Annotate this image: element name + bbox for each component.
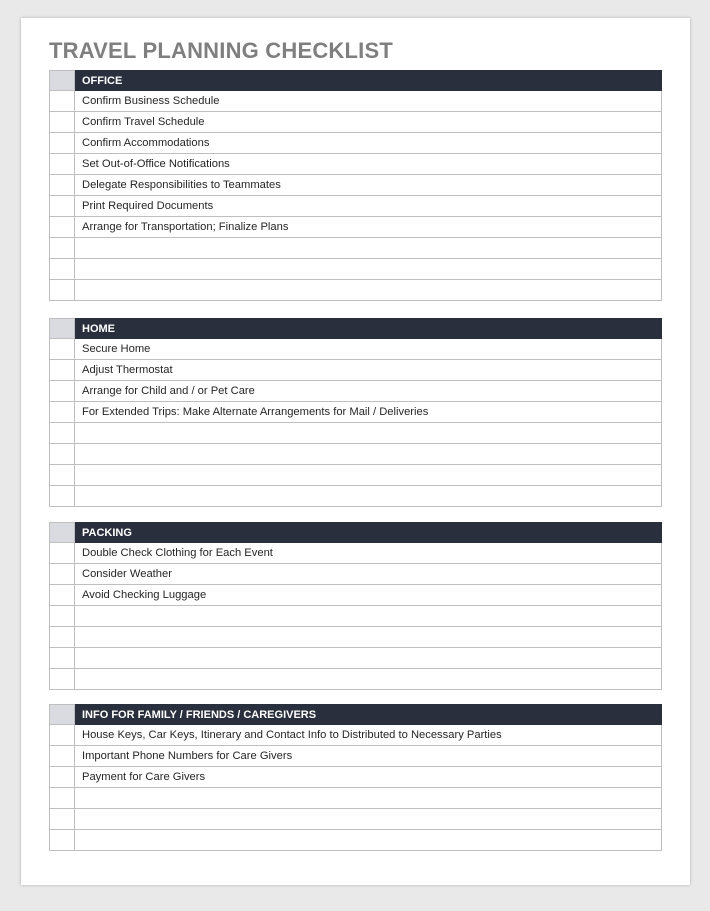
checkbox-cell[interactable] [50, 402, 75, 423]
checklist-item-text[interactable] [75, 280, 662, 301]
section-heading: OFFICE [75, 71, 662, 91]
checklist-item-text[interactable] [75, 423, 662, 444]
checklist-item-text[interactable]: Secure Home [75, 339, 662, 360]
checklist-row [50, 746, 662, 767]
section-home [49, 318, 662, 507]
checkbox-cell[interactable] [50, 746, 75, 767]
checkbox-cell[interactable] [50, 91, 75, 112]
checklist-item-text[interactable] [75, 444, 662, 465]
section-office [49, 70, 662, 301]
checklist-row [50, 280, 662, 301]
checkbox-cell[interactable] [50, 381, 75, 402]
section-header-row [50, 319, 662, 339]
checklist-row [50, 175, 662, 196]
checkbox-cell[interactable] [50, 444, 75, 465]
checklist-item-text[interactable] [75, 259, 662, 280]
header-checkbox-cell [50, 319, 75, 339]
checklist-row [50, 830, 662, 851]
checklist-item-text[interactable] [75, 669, 662, 690]
checklist-row [50, 259, 662, 280]
checklist-row [50, 648, 662, 669]
checkbox-cell[interactable] [50, 809, 75, 830]
checkbox-cell[interactable] [50, 217, 75, 238]
checklist-item-text[interactable]: Consider Weather [75, 564, 662, 585]
checklist-item-text[interactable]: Double Check Clothing for Each Event [75, 543, 662, 564]
checkbox-cell[interactable] [50, 486, 75, 507]
checklist-item-text[interactable] [75, 238, 662, 259]
checklist-item-text[interactable] [75, 809, 662, 830]
checkbox-cell[interactable] [50, 648, 75, 669]
document-title: TRAVEL PLANNING CHECKLIST [49, 38, 393, 63]
checkbox-cell[interactable] [50, 627, 75, 648]
checklist-row [50, 669, 662, 690]
checklist-row [50, 725, 662, 746]
checklist-item-text[interactable] [75, 465, 662, 486]
checklist-row [50, 402, 662, 423]
checkbox-cell[interactable] [50, 154, 75, 175]
checkbox-cell[interactable] [50, 606, 75, 627]
checklist-row [50, 465, 662, 486]
checklist-row [50, 564, 662, 585]
checklist-row [50, 217, 662, 238]
checklist-row [50, 91, 662, 112]
checkbox-cell[interactable] [50, 259, 75, 280]
checklist-row [50, 627, 662, 648]
checkbox-cell[interactable] [50, 669, 75, 690]
header-checkbox-cell [50, 523, 75, 543]
checklist-row [50, 339, 662, 360]
checklist-row [50, 112, 662, 133]
checklist-item-text[interactable] [75, 486, 662, 507]
section-heading: INFO FOR FAMILY / FRIENDS / CAREGIVERS [75, 705, 662, 725]
checklist-item-text[interactable]: Payment for Care Givers [75, 767, 662, 788]
section-header-row [50, 523, 662, 543]
checklist-item-text[interactable]: Adjust Thermostat [75, 360, 662, 381]
checkbox-cell[interactable] [50, 238, 75, 259]
checklist-item-text[interactable] [75, 648, 662, 669]
checklist-row [50, 606, 662, 627]
checklist-row [50, 238, 662, 259]
checklist-item-text[interactable]: Confirm Travel Schedule [75, 112, 662, 133]
checklist-item-text[interactable]: Confirm Business Schedule [75, 91, 662, 112]
checkbox-cell[interactable] [50, 175, 75, 196]
section-header-row [50, 71, 662, 91]
checklist-item-text[interactable]: Arrange for Child and / or Pet Care [75, 381, 662, 402]
checklist-item-text[interactable]: Print Required Documents [75, 196, 662, 217]
checkbox-cell[interactable] [50, 423, 75, 444]
checkbox-cell[interactable] [50, 564, 75, 585]
checklist-row [50, 444, 662, 465]
checkbox-cell[interactable] [50, 112, 75, 133]
checkbox-cell[interactable] [50, 339, 75, 360]
section-info-for-family [49, 704, 662, 851]
checklist-row [50, 585, 662, 606]
checkbox-cell[interactable] [50, 280, 75, 301]
checklist-row [50, 423, 662, 444]
section-packing [49, 522, 662, 690]
checklist-row [50, 154, 662, 175]
checkbox-cell[interactable] [50, 830, 75, 851]
checkbox-cell[interactable] [50, 465, 75, 486]
checkbox-cell[interactable] [50, 788, 75, 809]
checklist-row [50, 486, 662, 507]
checkbox-cell[interactable] [50, 360, 75, 381]
checklist-row [50, 809, 662, 830]
checklist-row [50, 543, 662, 564]
checklist-item-text[interactable]: Arrange for Transportation; Finalize Plans [75, 217, 662, 238]
checklist-item-text[interactable]: Avoid Checking Luggage [75, 585, 662, 606]
checklist-item-text[interactable]: House Keys, Car Keys, Itinerary and Contact Info to Distributed to Necessary Parties [75, 725, 662, 746]
checkbox-cell[interactable] [50, 133, 75, 154]
checklist-item-text[interactable]: Important Phone Numbers for Care Givers [75, 746, 662, 767]
checklist-row [50, 133, 662, 154]
section-header-row [50, 705, 662, 725]
header-checkbox-cell [50, 71, 75, 91]
checklist-item-text[interactable] [75, 830, 662, 851]
checklist-row [50, 360, 662, 381]
header-checkbox-cell [50, 705, 75, 725]
checkbox-cell[interactable] [50, 543, 75, 564]
checklist-item-text[interactable] [75, 627, 662, 648]
checklist-item-text[interactable]: Confirm Accommodations [75, 133, 662, 154]
checkbox-cell[interactable] [50, 585, 75, 606]
checkbox-cell[interactable] [50, 196, 75, 217]
checklist-row [50, 788, 662, 809]
checklist-item-text[interactable]: For Extended Trips: Make Alternate Arrangements for Mail / Deliveries [75, 402, 662, 423]
section-heading: HOME [75, 319, 662, 339]
checklist-row [50, 196, 662, 217]
checklist-item-text[interactable]: Set Out-of-Office Notifications [75, 154, 662, 175]
checklist-item-text[interactable] [75, 788, 662, 809]
checkbox-cell[interactable] [50, 725, 75, 746]
checklist-item-text[interactable] [75, 606, 662, 627]
checkbox-cell[interactable] [50, 767, 75, 788]
checklist-row [50, 767, 662, 788]
checklist-row [50, 381, 662, 402]
document-page [21, 18, 690, 885]
section-heading: PACKING [75, 523, 662, 543]
checklist-item-text[interactable]: Delegate Responsibilities to Teammates [75, 175, 662, 196]
